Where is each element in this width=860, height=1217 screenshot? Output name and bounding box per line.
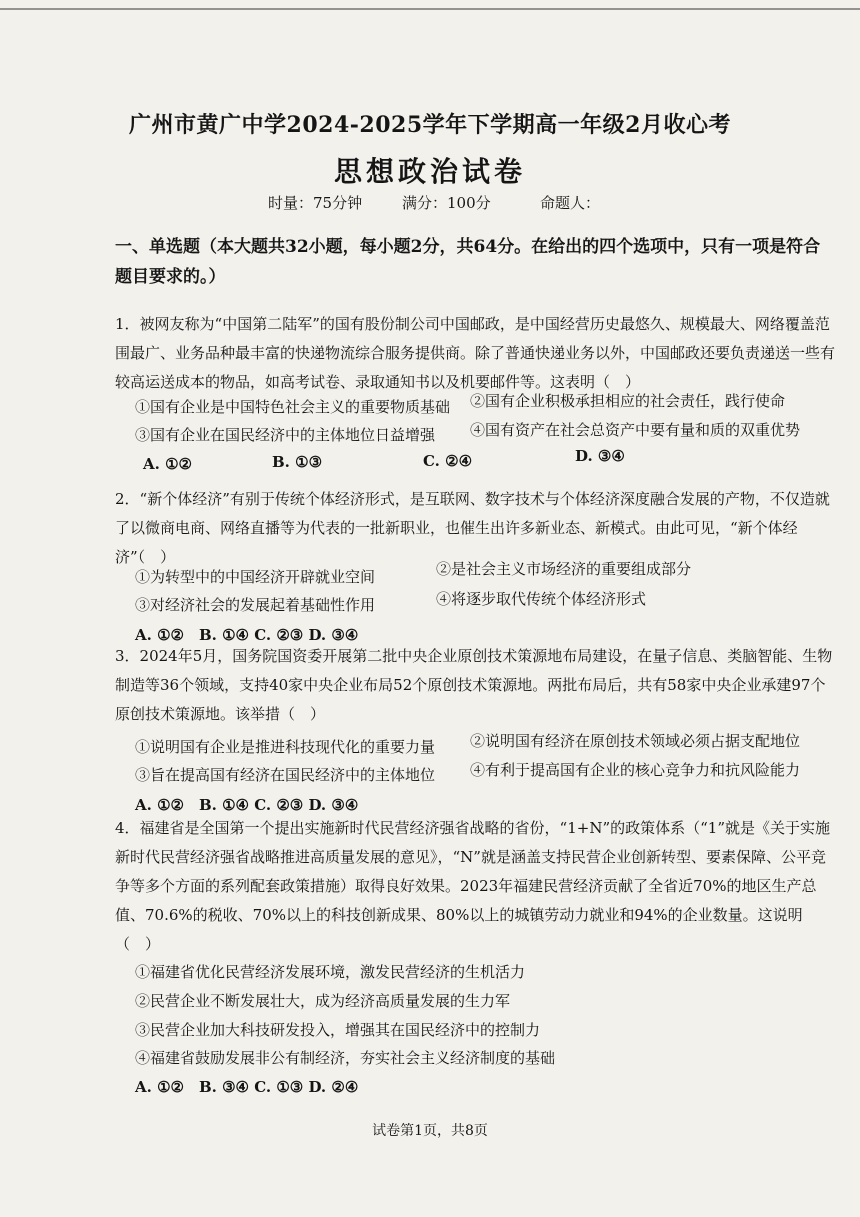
subject-title: 思想政治试卷 — [333, 155, 526, 188]
q3-option-4: ④有利于提高国有企业的核心竞争力和抗风险能力 — [470, 761, 801, 779]
question-3-stem: 3．2024年5月，国务院国资委开展第二批中央企业原创技术策源地布局建设，在量子信息、类脑智能、生物制造等36个领域，支持40家中央企业布局52个原创技术策源地。两批布局后，共有58家中央企业承建97个原创技术策源地。该举措（ ） — [115, 647, 833, 723]
question-4-stem: 4．福建省是全国第一个提出实施新时代民营经济强省战略的省份，“1+N”的政策体系（“1”就是《关于实施新时代民营经济强省战略推进高质量发展的意见》，“N”就是涵盖支持民营企业创新转型、要素保障、公平竞争等多个方面的系列配套政策措施）取得良好效果。2023年福建民营经济贡献了全省近70%的地区生产总值、70.6%的税收、70%以上的科技创新成果、80%以上的城镇劳动力就业和94%的企业数量。这说明（ ） — [115, 819, 831, 953]
q4-option-4: ④福建省鼓励发展非公有制经济，夯实社会主义经济制度的基础 — [135, 1049, 556, 1067]
q1-option-1: ①国有企业是中国特色社会主义的重要物质基础 — [135, 398, 451, 416]
q1-option-3: ③国有企业在国民经济中的主体地位日益增强 — [135, 426, 436, 444]
q1-answer-b: B. ①③ — [272, 453, 323, 471]
page-footer: 试卷第1页，共8页 — [372, 1123, 488, 1139]
q2-option-2: ②是社会主义市场经济的重要组成部分 — [436, 560, 692, 578]
top-border-line — [0, 8, 860, 10]
q2-option-3: ③对经济社会的发展起着基础性作用 — [135, 596, 376, 614]
q1-answer-a: A. ①② — [143, 455, 192, 473]
exam-score: 满分：100分 — [402, 194, 491, 212]
q2-option-4: ④将逐步取代传统个体经济形式 — [436, 590, 647, 608]
q3-option-1: ①说明国有企业是推进科技现代化的重要力量 — [135, 738, 436, 756]
question-2-stem: 2．“新个体经济”有别于传统个体经济形式，是互联网、数字技术与个体经济深度融合发展的产物，不仅造就了以微商电商、网络直播等为代表的一批新职业，也催生出许多新业态、新模式。由此可见，“新个体经济”（ ） — [115, 490, 830, 566]
q1-answer-d: D. ③④ — [575, 447, 625, 465]
q3-option-3: ③旨在提高国有经济在国民经济中的主体地位 — [135, 766, 436, 784]
q4-answers: A. ①② B. ③④ C. ①③ D. ②④ — [135, 1078, 359, 1096]
exam-author: 命题人： — [540, 194, 601, 212]
q3-answers: A. ①② B. ①④ C. ②③ D. ③④ — [135, 796, 359, 814]
q2-answers: A. ①② B. ①④ C. ②③ D. ③④ — [135, 626, 359, 644]
section-heading: 一、单选题（本大题共32小题，每小题2分，共64分。在给出的四个选项中，只有一项是符合题目要求的。） — [115, 237, 821, 287]
q1-option-4: ④国有资产在社会总资产中要有量和质的双重优势 — [470, 421, 801, 439]
q3-option-2: ②说明国有经济在原创技术领域必须占据支配地位 — [470, 732, 801, 750]
q1-answer-c: C. ②④ — [423, 452, 473, 470]
school-title: 广州市黄广中学2024-2025学年下学期高一年级2月收心考 — [129, 112, 731, 138]
q1-option-2: ②国有企业积极承担相应的社会责任，践行使命 — [470, 392, 786, 410]
q4-option-1: ①福建省优化民营经济发展环境，激发民营经济的生机活力 — [135, 963, 526, 981]
exam-time: 时量：75分钟 — [268, 194, 363, 212]
q2-option-1: ①为转型中的中国经济开辟就业空间 — [135, 568, 376, 586]
question-1-stem: 1．被网友称为“中国第二陆军”的国有股份制公司中国邮政，是中国经营历史最悠久、规模最大、网络覆盖范围最广、业务品种最丰富的快递物流综合服务提供商。除了普通快递业务以外，中国邮政还要负责递送一些有较高运送成本的物品，如高考试卷、录取通知书以及机要邮件等。这表明（ ） — [115, 315, 836, 391]
q4-option-3: ③民营企业加大科技研发投入，增强其在国民经济中的控制力 — [135, 1021, 541, 1039]
q4-option-2: ②民营企业不断发展壮大，成为经济高质量发展的生力军 — [135, 992, 511, 1010]
